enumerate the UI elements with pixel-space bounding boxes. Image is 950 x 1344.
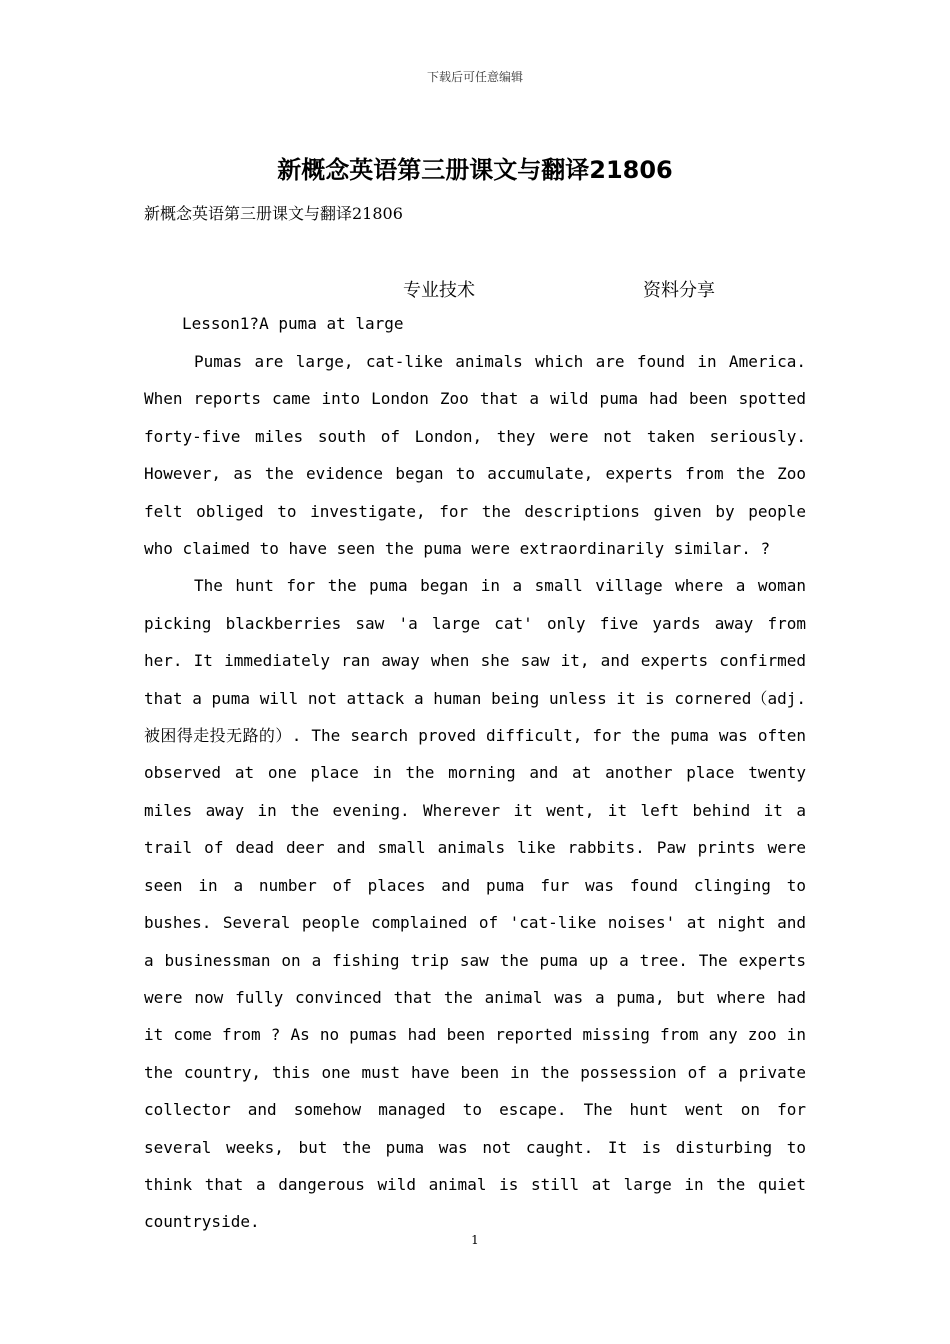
page-number: 1 — [471, 1233, 479, 1247]
tagline-left: 专业技术 — [403, 280, 475, 301]
document-title: 新概念英语第三册课文与翻译21806 — [277, 156, 673, 184]
document-subtitle: 新概念英语第三册课文与翻译21806 — [144, 204, 403, 223]
paragraph-1: Pumas are large, cat-like animals which are found in America. When reports came into London Zoo that a wild puma had been spotted forty-five miles south of London, they were not taken seriously. However, as the evidence began to accumulate, experts from the Zoo felt obliged to investigate, for the descriptions given by people who claimed to have seen the puma were extraordinarily similar. ? — [144, 352, 806, 559]
paragraph-2: The hunt for the puma began in a small village where a woman picking blackberries saw 'a large cat' only five yards away from her. It immediately ran away when she saw it, and experts confirmed that a puma will not attack a human being unless it is cornered（adj.被困得走投无路的）. The search proved difficult, for the puma was often observed at one place in the morning and at another place twenty miles away in the evening. Wherever it went, it left behind it a trail of dead deer and small animals like rabbits. Paw prints were seen in a number of places and puma fur was found clinging to bushes. Several people complained of 'cat-like noises' at night and a businessman on a fishing trip saw the puma up a tree. The experts were now fully convinced that the animal was a puma, but where had it come from ? As no pumas had been reported missing from any zoo in the country, this one must have been in the possession of a private collector and somehow managed to escape. The hunt went on for several weeks, but the puma was not caught. It is disturbing to think that a dangerous wild animal is still at large in the quiet countryside. — [144, 576, 806, 1232]
tagline-right: 资料分享 — [643, 280, 715, 301]
lesson-heading: Lesson1?A puma at large — [182, 314, 404, 333]
lesson-body — [144, 343, 806, 1241]
header-note: 下载后可任意编辑 — [426, 70, 523, 84]
